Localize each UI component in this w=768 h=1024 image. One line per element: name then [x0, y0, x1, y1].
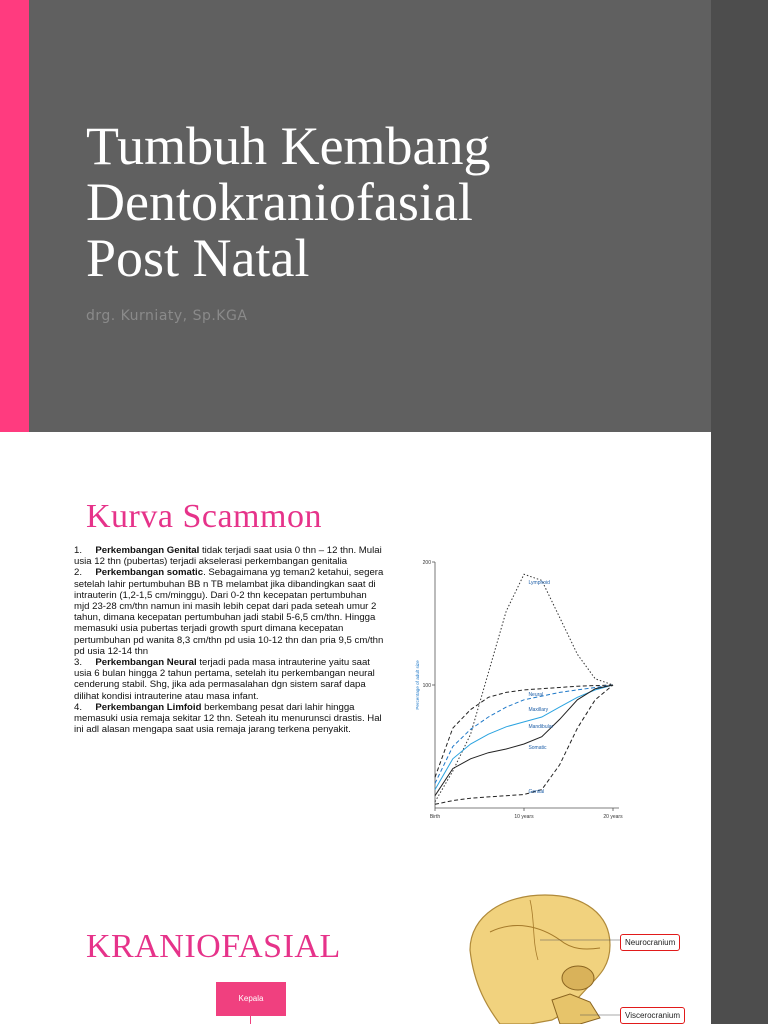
item-number: 1.	[74, 545, 83, 556]
series-line-lymphoid	[435, 574, 613, 802]
y-tick-label: 200	[422, 560, 431, 566]
skull-illustration	[460, 890, 700, 1024]
series-label-mandibular: Mandibular	[528, 724, 554, 731]
series-label-neural: Neural	[528, 692, 544, 699]
y-tick-label: 100	[422, 683, 431, 689]
face-bones	[552, 994, 600, 1024]
item-number: 2.	[74, 567, 83, 579]
scammon-curve-chart	[405, 550, 635, 830]
title-line-3: Post Natal	[86, 228, 310, 288]
kraniofasial-slide	[0, 864, 768, 1024]
list-item	[74, 545, 384, 567]
y-axis-label: Percentage of adult size	[415, 660, 420, 710]
orbit-shape	[562, 966, 594, 990]
series-line-somatic	[435, 685, 613, 796]
side-bar	[711, 0, 768, 432]
x-tick-label: 20 years	[603, 814, 623, 820]
item-text: tidak terjadi saat usia 0 thn – 12 thn. Mulai usia 12 thn (pubertas) terjadi akselerasi perkembangan genitalia	[74, 545, 382, 568]
slide-title	[86, 118, 686, 286]
item-text: berkembang pesat dari lahir hingga memasuki usia remaja sekitar 12 thn. Seteah itu menurunsci drastis. Hal ini adl alasan mengapa saat usia remaja jarang terkena penyakit.	[74, 701, 382, 736]
description-list	[74, 545, 384, 735]
item-number: 3.	[74, 657, 83, 669]
x-tick-label: 10 years	[514, 814, 534, 820]
neurocranium-label: Neurocranium	[620, 934, 680, 951]
list-item	[74, 702, 384, 736]
side-bar	[711, 432, 768, 864]
item-text: terjadi pada masa intrauterine yaitu saat usia 6 bulan hingga 2 tahun pertama, setelah itu perkembangan neural cenderung stabil. Shg, jika ada permasalahan dgn sistem saraf dapa dilihat kondisi intrauterine atau masa infant.	[74, 657, 375, 702]
item-heading: Perkembangan Limfoid	[95, 701, 202, 713]
title-line-1: Tumbuh Kembang	[86, 116, 491, 176]
series-label-genital: Genital	[528, 789, 545, 796]
item-heading: Perkembangan Neural	[95, 657, 197, 669]
title-slide	[0, 0, 768, 432]
item-number: 4.	[74, 701, 83, 713]
accent-bar	[0, 0, 29, 432]
slide-title: Kurva Scammon	[86, 498, 322, 535]
side-bar	[711, 864, 768, 1024]
slide-title: KRANIOFASIAL	[86, 928, 341, 965]
title-line-2: Dentokraniofasial	[86, 172, 473, 232]
list-item	[74, 657, 384, 702]
series-line-genital	[435, 685, 613, 804]
series-line-maxillary	[435, 685, 613, 783]
item-heading: Perkembangan somatic	[95, 567, 204, 579]
scammon-slide	[0, 432, 768, 864]
author: drg. Kurniaty, Sp.KGA	[86, 308, 248, 324]
viscerocranium-label: Viscerocranium	[620, 1007, 685, 1024]
item-heading: Perkembangan Genital	[95, 545, 200, 556]
series-label-somatic: Somatic	[528, 744, 547, 751]
item-text: . Sebagaimana yg teman2 ketahui, segera setelah lahir pertumbuhan BB n TB melambat jika dibandingkan saat di intrauterin (1,2-1,5 cm/minggu). Dari 0-2 thn kecepatan pertumbuhan mjd 23-28 cm/thn namun ini masih lebih cepat dari pada seteah umur 2 tahun, dimana kecepatan pertumbuhan jadi stabil 5-6,5 cm/thn. Hingga memasuki usia pubertas terjadi growth spurt dimana kecepatan pertumbuhan pd wanita 8,3 cm/thn pd usia 10-12 thn dan pria 9,5 cm/thn pd usia 12-14 thn	[74, 567, 384, 657]
list-item	[74, 567, 384, 657]
series-label-maxillary: Maxillary	[528, 706, 549, 713]
kepala-box: Kepala	[216, 982, 286, 1016]
connector-line	[250, 1016, 251, 1024]
x-tick-label: Birth	[429, 814, 441, 820]
series-label-lymphoid: Lymphoid	[528, 580, 550, 587]
